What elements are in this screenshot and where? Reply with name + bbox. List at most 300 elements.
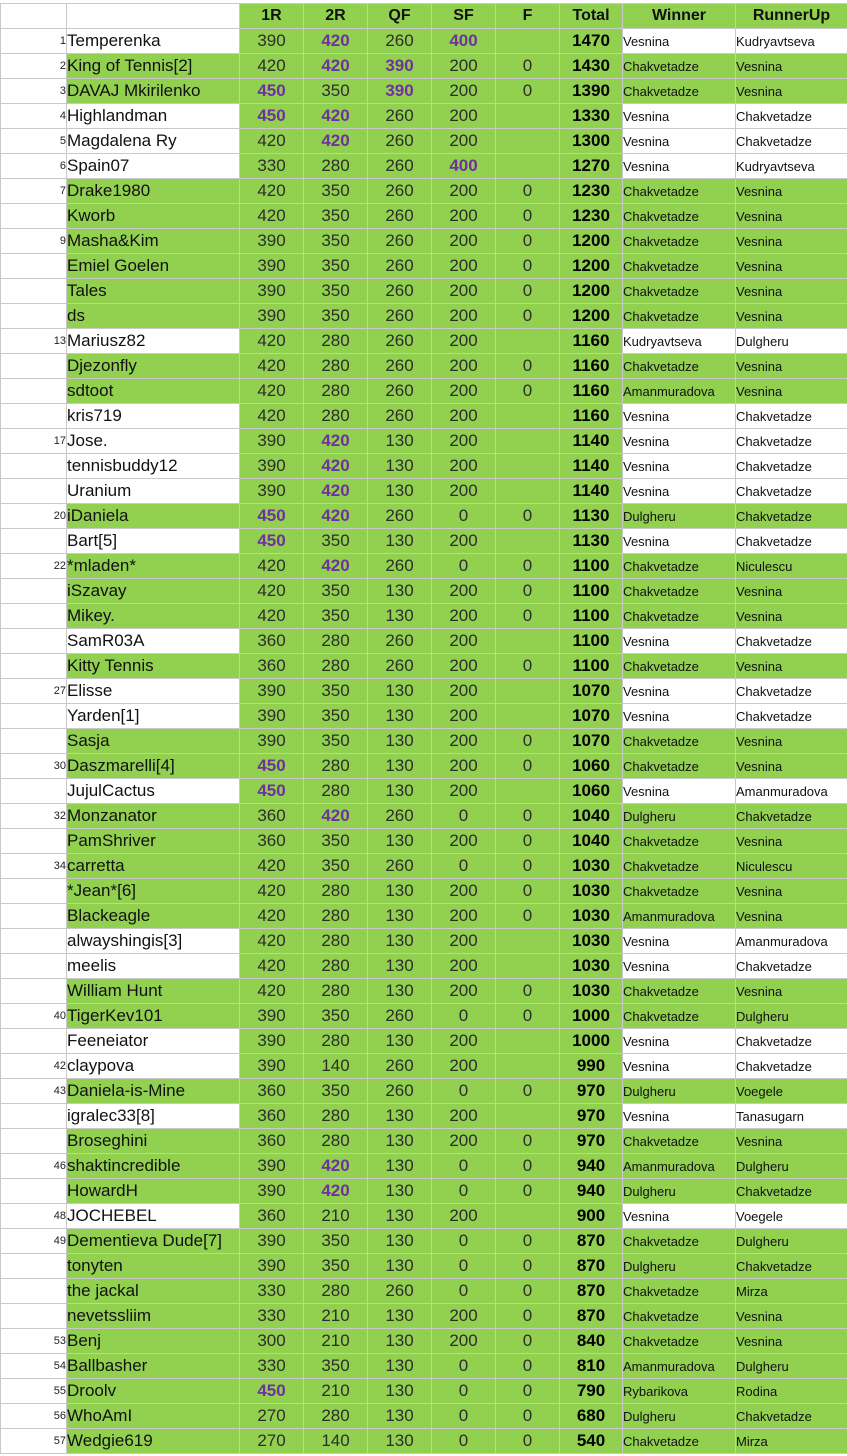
score-f: 0 — [496, 1004, 560, 1029]
player-name: Mariusz82 — [67, 329, 240, 354]
score-2r: 350 — [304, 854, 368, 879]
row-rank: 20 — [1, 504, 67, 529]
score-2r: 350 — [304, 1004, 368, 1029]
score-total: 1140 — [560, 429, 623, 454]
table-row — [1, 1354, 847, 1379]
score-2r: 280 — [304, 979, 368, 1004]
row-rank: 3 — [1, 79, 67, 104]
score-sf: 0 — [432, 1079, 496, 1104]
score-2r: 280 — [304, 1029, 368, 1054]
player-name: tennisbuddy12 — [67, 454, 240, 479]
winner-pick: Chakvetadze — [623, 654, 736, 679]
row-rank — [1, 929, 67, 954]
player-name: alwayshingis[3] — [67, 929, 240, 954]
score-total: 940 — [560, 1179, 623, 1204]
score-sf: 200 — [432, 979, 496, 1004]
runnerup-pick: Vesnina — [736, 729, 847, 754]
score-sf: 200 — [432, 54, 496, 79]
score-qf: 130 — [368, 1029, 432, 1054]
row-rank — [1, 729, 67, 754]
score-f: 0 — [496, 729, 560, 754]
score-qf: 260 — [368, 379, 432, 404]
score-sf: 200 — [432, 754, 496, 779]
player-name: Elisse — [67, 679, 240, 704]
score-f: 0 — [496, 804, 560, 829]
winner-pick: Chakvetadze — [623, 304, 736, 329]
score-sf: 200 — [432, 779, 496, 804]
score-1r: 450 — [240, 529, 304, 554]
score-qf: 390 — [368, 54, 432, 79]
score-f — [496, 954, 560, 979]
player-name: Feeneiator — [67, 1029, 240, 1054]
score-total: 1030 — [560, 904, 623, 929]
score-f: 0 — [496, 1254, 560, 1279]
winner-pick: Dulgheru — [623, 504, 736, 529]
winner-pick: Vesnina — [623, 679, 736, 704]
table-row — [1, 779, 847, 804]
player-name: Benj — [67, 1329, 240, 1354]
player-name: kris719 — [67, 404, 240, 429]
score-1r: 420 — [240, 54, 304, 79]
player-name: King of Tennis[2] — [67, 54, 240, 79]
score-sf: 0 — [432, 854, 496, 879]
player-name: igralec33[8] — [67, 1104, 240, 1129]
score-1r: 420 — [240, 979, 304, 1004]
score-sf: 200 — [432, 404, 496, 429]
row-rank — [1, 654, 67, 679]
score-total: 870 — [560, 1229, 623, 1254]
table-row — [1, 1404, 847, 1429]
score-2r: 350 — [304, 79, 368, 104]
player-name: Jose. — [67, 429, 240, 454]
player-name: Wedgie619 — [67, 1429, 240, 1454]
score-2r: 280 — [304, 654, 368, 679]
score-f: 0 — [496, 1379, 560, 1404]
score-f: 0 — [496, 79, 560, 104]
row-rank — [1, 704, 67, 729]
score-1r: 390 — [240, 704, 304, 729]
winner-pick: Chakvetadze — [623, 229, 736, 254]
winner-pick: Chakvetadze — [623, 729, 736, 754]
score-total: 1070 — [560, 679, 623, 704]
score-qf: 260 — [368, 554, 432, 579]
winner-pick: Chakvetadze — [623, 54, 736, 79]
score-total: 1000 — [560, 1029, 623, 1054]
score-total: 1160 — [560, 379, 623, 404]
score-2r: 280 — [304, 329, 368, 354]
score-2r: 280 — [304, 354, 368, 379]
player-name: Broseghini — [67, 1129, 240, 1154]
row-rank: 7 — [1, 179, 67, 204]
score-total: 1100 — [560, 654, 623, 679]
player-name: William Hunt — [67, 979, 240, 1004]
runnerup-pick: Chakvetadze — [736, 1404, 847, 1429]
row-rank: 30 — [1, 754, 67, 779]
score-qf: 260 — [368, 304, 432, 329]
player-name: Daszmarelli[4] — [67, 754, 240, 779]
score-qf: 130 — [368, 1329, 432, 1354]
runnerup-pick: Vesnina — [736, 1304, 847, 1329]
score-total: 1100 — [560, 629, 623, 654]
score-qf: 260 — [368, 204, 432, 229]
row-rank: 43 — [1, 1079, 67, 1104]
score-1r: 360 — [240, 1129, 304, 1154]
winner-pick: Rybarikova — [623, 1379, 736, 1404]
score-2r: 420 — [304, 104, 368, 129]
score-f — [496, 1054, 560, 1079]
runnerup-pick: Vesnina — [736, 279, 847, 304]
runnerup-pick: Chakvetadze — [736, 104, 847, 129]
score-total: 1100 — [560, 554, 623, 579]
row-rank: 2 — [1, 54, 67, 79]
score-2r: 350 — [304, 704, 368, 729]
row-rank — [1, 279, 67, 304]
winner-pick: Amanmuradova — [623, 1154, 736, 1179]
table-row — [1, 904, 847, 929]
score-1r: 390 — [240, 254, 304, 279]
table-row — [1, 479, 847, 504]
score-f — [496, 29, 560, 54]
table-row — [1, 329, 847, 354]
row-rank: 6 — [1, 154, 67, 179]
row-rank — [1, 779, 67, 804]
row-rank: 56 — [1, 1404, 67, 1429]
runnerup-pick: Chakvetadze — [736, 504, 847, 529]
score-1r: 390 — [240, 229, 304, 254]
row-rank: 9 — [1, 229, 67, 254]
score-total: 1330 — [560, 104, 623, 129]
score-qf: 130 — [368, 1379, 432, 1404]
score-sf: 200 — [432, 1029, 496, 1054]
table-row — [1, 1254, 847, 1279]
runnerup-pick: Dulgheru — [736, 1229, 847, 1254]
score-2r: 280 — [304, 404, 368, 429]
table-body — [1, 4, 847, 1454]
table-row — [1, 129, 847, 154]
score-sf: 200 — [432, 104, 496, 129]
player-name: JOCHEBEL — [67, 1204, 240, 1229]
runnerup-pick: Chakvetadze — [736, 529, 847, 554]
score-2r: 420 — [304, 1154, 368, 1179]
row-rank — [1, 354, 67, 379]
table-row — [1, 654, 847, 679]
score-2r: 280 — [304, 779, 368, 804]
score-f: 0 — [496, 304, 560, 329]
table-row — [1, 204, 847, 229]
winner-pick: Chakvetadze — [623, 204, 736, 229]
runnerup-pick: Niculescu — [736, 554, 847, 579]
row-rank: 22 — [1, 554, 67, 579]
score-f — [496, 404, 560, 429]
winner-pick: Vesnina — [623, 104, 736, 129]
player-name: HowardH — [67, 1179, 240, 1204]
score-f: 0 — [496, 1304, 560, 1329]
score-total: 1430 — [560, 54, 623, 79]
score-f: 0 — [496, 979, 560, 1004]
runnerup-pick: Vesnina — [736, 829, 847, 854]
score-1r: 420 — [240, 954, 304, 979]
table-row — [1, 304, 847, 329]
winner-pick: Vesnina — [623, 1029, 736, 1054]
score-qf: 260 — [368, 1279, 432, 1304]
score-qf: 130 — [368, 579, 432, 604]
score-f — [496, 629, 560, 654]
score-2r: 420 — [304, 54, 368, 79]
runnerup-pick: Chakvetadze — [736, 679, 847, 704]
score-2r: 280 — [304, 904, 368, 929]
table-row — [1, 454, 847, 479]
player-name: claypova — [67, 1054, 240, 1079]
score-f — [496, 929, 560, 954]
player-name: Highlandman — [67, 104, 240, 129]
score-2r: 280 — [304, 954, 368, 979]
score-qf: 130 — [368, 954, 432, 979]
score-f: 0 — [496, 254, 560, 279]
score-1r: 360 — [240, 829, 304, 854]
row-rank — [1, 1179, 67, 1204]
table-row — [1, 1079, 847, 1104]
table-row — [1, 1054, 847, 1079]
score-qf: 130 — [368, 604, 432, 629]
player-name: Temperenka — [67, 29, 240, 54]
score-total: 870 — [560, 1279, 623, 1304]
score-1r: 420 — [240, 329, 304, 354]
score-total: 1300 — [560, 129, 623, 154]
score-f: 0 — [496, 654, 560, 679]
winner-pick: Chakvetadze — [623, 854, 736, 879]
row-rank — [1, 204, 67, 229]
score-sf: 200 — [432, 679, 496, 704]
score-qf: 130 — [368, 1129, 432, 1154]
winner-pick: Vesnina — [623, 29, 736, 54]
winner-pick: Kudryavtseva — [623, 329, 736, 354]
score-total: 1070 — [560, 729, 623, 754]
player-name: nevetssliim — [67, 1304, 240, 1329]
player-name: Kworb — [67, 204, 240, 229]
row-rank — [1, 604, 67, 629]
runnerup-pick: Vesnina — [736, 1129, 847, 1154]
table-row — [1, 1004, 847, 1029]
score-total: 1160 — [560, 404, 623, 429]
runnerup-pick: Chakvetadze — [736, 804, 847, 829]
score-2r: 420 — [304, 554, 368, 579]
score-total: 1200 — [560, 254, 623, 279]
table-row — [1, 1204, 847, 1229]
winner-pick: Dulgheru — [623, 1179, 736, 1204]
score-total: 940 — [560, 1154, 623, 1179]
winner-pick: Vesnina — [623, 529, 736, 554]
score-f: 0 — [496, 879, 560, 904]
score-qf: 130 — [368, 529, 432, 554]
score-2r: 350 — [304, 729, 368, 754]
runnerup-pick: Vesnina — [736, 904, 847, 929]
player-name: Bart[5] — [67, 529, 240, 554]
score-sf: 200 — [432, 1304, 496, 1329]
score-total: 810 — [560, 1354, 623, 1379]
score-f — [496, 329, 560, 354]
runnerup-pick: Vesnina — [736, 754, 847, 779]
score-sf: 200 — [432, 229, 496, 254]
score-qf: 130 — [368, 1254, 432, 1279]
row-rank: 4 — [1, 104, 67, 129]
score-2r: 350 — [304, 1354, 368, 1379]
score-1r: 390 — [240, 1054, 304, 1079]
score-1r: 450 — [240, 779, 304, 804]
score-total: 970 — [560, 1104, 623, 1129]
winner-pick: Vesnina — [623, 129, 736, 154]
score-qf: 260 — [368, 1004, 432, 1029]
score-qf: 130 — [368, 729, 432, 754]
score-qf: 130 — [368, 1354, 432, 1379]
score-f: 0 — [496, 554, 560, 579]
score-sf: 400 — [432, 29, 496, 54]
header-qf: QF — [368, 4, 432, 29]
score-sf: 200 — [432, 604, 496, 629]
score-1r: 390 — [240, 479, 304, 504]
score-2r: 350 — [304, 179, 368, 204]
score-f — [496, 1104, 560, 1129]
score-sf: 200 — [432, 79, 496, 104]
standings-table — [0, 3, 847, 1454]
table-row — [1, 979, 847, 1004]
table-row — [1, 54, 847, 79]
score-sf: 0 — [432, 1279, 496, 1304]
table-row — [1, 279, 847, 304]
score-sf: 200 — [432, 279, 496, 304]
runnerup-pick: Vesnina — [736, 379, 847, 404]
score-1r: 450 — [240, 104, 304, 129]
winner-pick: Chakvetadze — [623, 254, 736, 279]
table-row — [1, 679, 847, 704]
score-qf: 390 — [368, 79, 432, 104]
score-1r: 420 — [240, 854, 304, 879]
score-1r: 270 — [240, 1404, 304, 1429]
score-2r: 280 — [304, 879, 368, 904]
row-rank: 49 — [1, 1229, 67, 1254]
score-1r: 390 — [240, 279, 304, 304]
row-rank — [1, 954, 67, 979]
score-1r: 450 — [240, 504, 304, 529]
score-1r: 420 — [240, 579, 304, 604]
score-2r: 280 — [304, 1104, 368, 1129]
score-2r: 420 — [304, 129, 368, 154]
winner-pick: Chakvetadze — [623, 879, 736, 904]
table-row — [1, 504, 847, 529]
winner-pick: Vesnina — [623, 1204, 736, 1229]
score-2r: 350 — [304, 279, 368, 304]
winner-pick: Vesnina — [623, 454, 736, 479]
table-row — [1, 929, 847, 954]
winner-pick: Chakvetadze — [623, 1004, 736, 1029]
table-row — [1, 704, 847, 729]
player-name: Uranium — [67, 479, 240, 504]
winner-pick: Chakvetadze — [623, 579, 736, 604]
row-rank: 32 — [1, 804, 67, 829]
winner-pick: Vesnina — [623, 154, 736, 179]
score-total: 1030 — [560, 979, 623, 1004]
runnerup-pick: Tanasugarn — [736, 1104, 847, 1129]
score-sf: 400 — [432, 154, 496, 179]
score-f — [496, 104, 560, 129]
runnerup-pick: Dulgheru — [736, 1004, 847, 1029]
runnerup-pick: Chakvetadze — [736, 1029, 847, 1054]
score-qf: 130 — [368, 1429, 432, 1454]
runnerup-pick: Dulgheru — [736, 1154, 847, 1179]
player-name: Kitty Tennis — [67, 654, 240, 679]
winner-pick: Dulgheru — [623, 1254, 736, 1279]
score-f — [496, 154, 560, 179]
row-rank: 54 — [1, 1354, 67, 1379]
winner-pick: Vesnina — [623, 929, 736, 954]
score-qf: 130 — [368, 1204, 432, 1229]
score-total: 970 — [560, 1129, 623, 1154]
score-1r: 420 — [240, 904, 304, 929]
runnerup-pick: Vesnina — [736, 204, 847, 229]
score-f — [496, 454, 560, 479]
runnerup-pick: Vesnina — [736, 654, 847, 679]
table-row — [1, 854, 847, 879]
header-rank-blank — [1, 4, 67, 29]
row-rank — [1, 579, 67, 604]
runnerup-pick: Vesnina — [736, 254, 847, 279]
player-name: *mladen* — [67, 554, 240, 579]
score-2r: 350 — [304, 1254, 368, 1279]
score-qf: 130 — [368, 829, 432, 854]
row-rank — [1, 879, 67, 904]
row-rank — [1, 904, 67, 929]
player-name: DAVAJ Mkirilenko — [67, 79, 240, 104]
score-qf: 130 — [368, 1179, 432, 1204]
score-sf: 200 — [432, 904, 496, 929]
score-total: 1270 — [560, 154, 623, 179]
score-qf: 260 — [368, 254, 432, 279]
row-rank — [1, 404, 67, 429]
winner-pick: Chakvetadze — [623, 554, 736, 579]
runnerup-pick: Vesnina — [736, 354, 847, 379]
row-rank: 53 — [1, 1329, 67, 1354]
runnerup-pick: Amanmuradova — [736, 779, 847, 804]
score-1r: 390 — [240, 1154, 304, 1179]
score-2r: 420 — [304, 1179, 368, 1204]
score-qf: 130 — [368, 1104, 432, 1129]
score-1r: 390 — [240, 679, 304, 704]
player-name: Masha&Kim — [67, 229, 240, 254]
runnerup-pick: Kudryavtseva — [736, 29, 847, 54]
runnerup-pick: Chakvetadze — [736, 404, 847, 429]
score-1r: 330 — [240, 1354, 304, 1379]
score-qf: 260 — [368, 504, 432, 529]
score-sf: 0 — [432, 1429, 496, 1454]
runnerup-pick: Chakvetadze — [736, 454, 847, 479]
runnerup-pick: Vesnina — [736, 979, 847, 1004]
table-row — [1, 254, 847, 279]
score-1r: 420 — [240, 604, 304, 629]
table-row — [1, 829, 847, 854]
score-qf: 130 — [368, 1304, 432, 1329]
score-2r: 350 — [304, 829, 368, 854]
score-f: 0 — [496, 504, 560, 529]
score-2r: 280 — [304, 379, 368, 404]
score-2r: 350 — [304, 604, 368, 629]
score-qf: 130 — [368, 754, 432, 779]
score-total: 1060 — [560, 779, 623, 804]
runnerup-pick: Kudryavtseva — [736, 154, 847, 179]
winner-pick: Chakvetadze — [623, 829, 736, 854]
runnerup-pick: Chakvetadze — [736, 704, 847, 729]
player-name: sdtoot — [67, 379, 240, 404]
runnerup-pick: Amanmuradova — [736, 929, 847, 954]
table-row — [1, 554, 847, 579]
